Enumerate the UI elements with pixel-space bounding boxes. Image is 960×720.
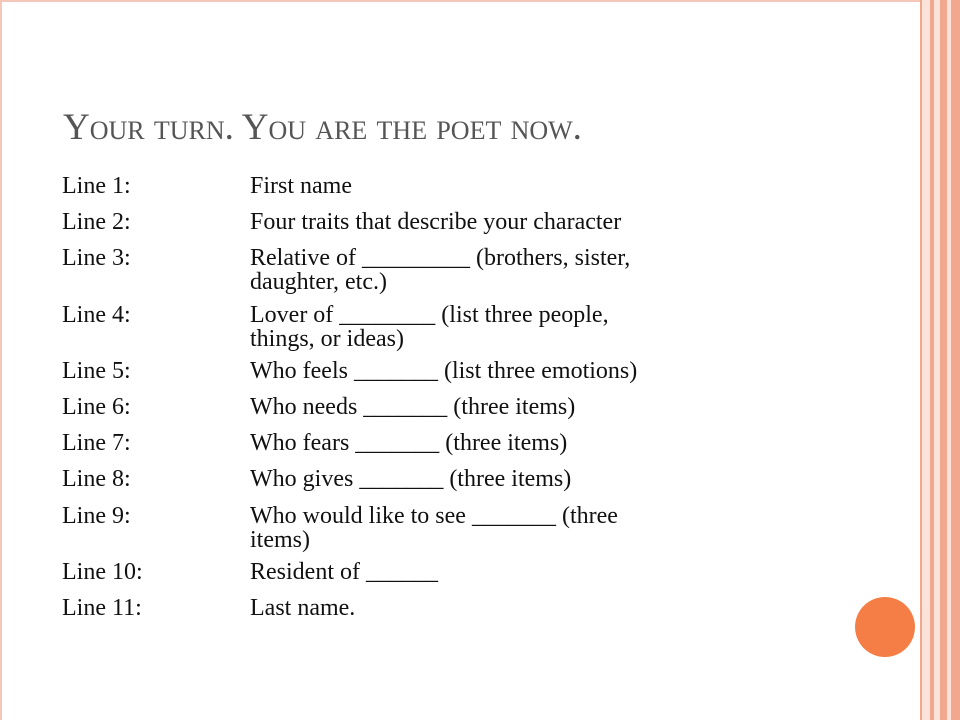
poem-line-text bbox=[250, 242, 822, 294]
poem-line-label: Line 5: bbox=[62, 357, 131, 384]
frame-left-border bbox=[0, 0, 2, 720]
poem-line-label: Line 4: bbox=[62, 301, 131, 328]
poem-line-text-segment: Four traits that describe your character bbox=[250, 209, 622, 236]
poem-line-text bbox=[250, 463, 822, 495]
poem-line-row bbox=[62, 170, 822, 202]
poem-line-text-segment: Resident of ______ bbox=[250, 558, 438, 585]
poem-line-text bbox=[250, 355, 822, 387]
poem-line-text bbox=[250, 206, 822, 238]
poem-line-text-segment: Who feels _______ (list three emotions) bbox=[250, 357, 638, 384]
poem-line-label: Line 6: bbox=[62, 393, 131, 420]
poem-line-text-segment: Last name. bbox=[250, 594, 356, 621]
poem-line-text-segment: daughter, etc.) bbox=[250, 269, 387, 296]
decorative-stripes bbox=[920, 0, 960, 720]
poem-line-text bbox=[250, 556, 822, 588]
poem-line-row bbox=[62, 592, 822, 624]
poem-line-text bbox=[250, 170, 822, 202]
frame-top-border bbox=[0, 0, 921, 2]
poem-line-row bbox=[62, 463, 822, 495]
poem-line-text bbox=[250, 592, 822, 624]
poem-line-label: Line 8: bbox=[62, 466, 131, 493]
poem-line-row bbox=[62, 391, 822, 423]
stripe-2 bbox=[930, 0, 934, 720]
poem-line-text-segment: Lover of ________ (list three people, bbox=[250, 301, 609, 328]
decorative-circle bbox=[855, 597, 915, 657]
poem-line-row bbox=[62, 242, 822, 294]
poem-line-text-segment: Relative of _________ (brothers, sister, bbox=[250, 245, 631, 272]
poem-line-text-segment: things, or ideas) bbox=[250, 325, 404, 352]
stripe-4 bbox=[951, 0, 960, 720]
poem-line-row bbox=[62, 556, 822, 588]
poem-line-row bbox=[62, 355, 822, 387]
poem-line-row bbox=[62, 427, 822, 459]
poem-line-text bbox=[250, 299, 822, 351]
poem-line-label: Line 11: bbox=[62, 594, 142, 621]
poem-line-row bbox=[62, 299, 822, 351]
slide-title: Your turn. You are the poet now. bbox=[63, 107, 582, 148]
stripe-3 bbox=[940, 0, 947, 720]
poem-line-row bbox=[62, 206, 822, 238]
poem-line-text-segment: Who would like to see _______ (three bbox=[250, 502, 618, 529]
poem-lines-list bbox=[62, 170, 822, 628]
poem-line-text bbox=[250, 427, 822, 459]
poem-line-label: Line 10: bbox=[62, 558, 143, 585]
poem-line-label: Line 9: bbox=[62, 502, 131, 529]
poem-line-text-segment: items) bbox=[250, 526, 310, 553]
poem-line-label: Line 1: bbox=[62, 173, 131, 199]
poem-line-label: Line 3: bbox=[62, 245, 131, 272]
poem-line-row bbox=[62, 500, 822, 552]
stripe-1 bbox=[920, 0, 922, 720]
poem-line-text bbox=[250, 500, 822, 552]
poem-line-text-segment: Who needs _______ (three items) bbox=[250, 393, 576, 420]
poem-line-text-segment: Who fears _______ (three items) bbox=[250, 430, 568, 457]
poem-line-label: Line 2: bbox=[62, 209, 131, 236]
poem-line-text-segment: First name bbox=[250, 173, 352, 199]
poem-line-text-segment: Who gives _______ (three items) bbox=[250, 466, 572, 493]
poem-line-text bbox=[250, 391, 822, 423]
poem-line-label: Line 7: bbox=[62, 430, 131, 457]
